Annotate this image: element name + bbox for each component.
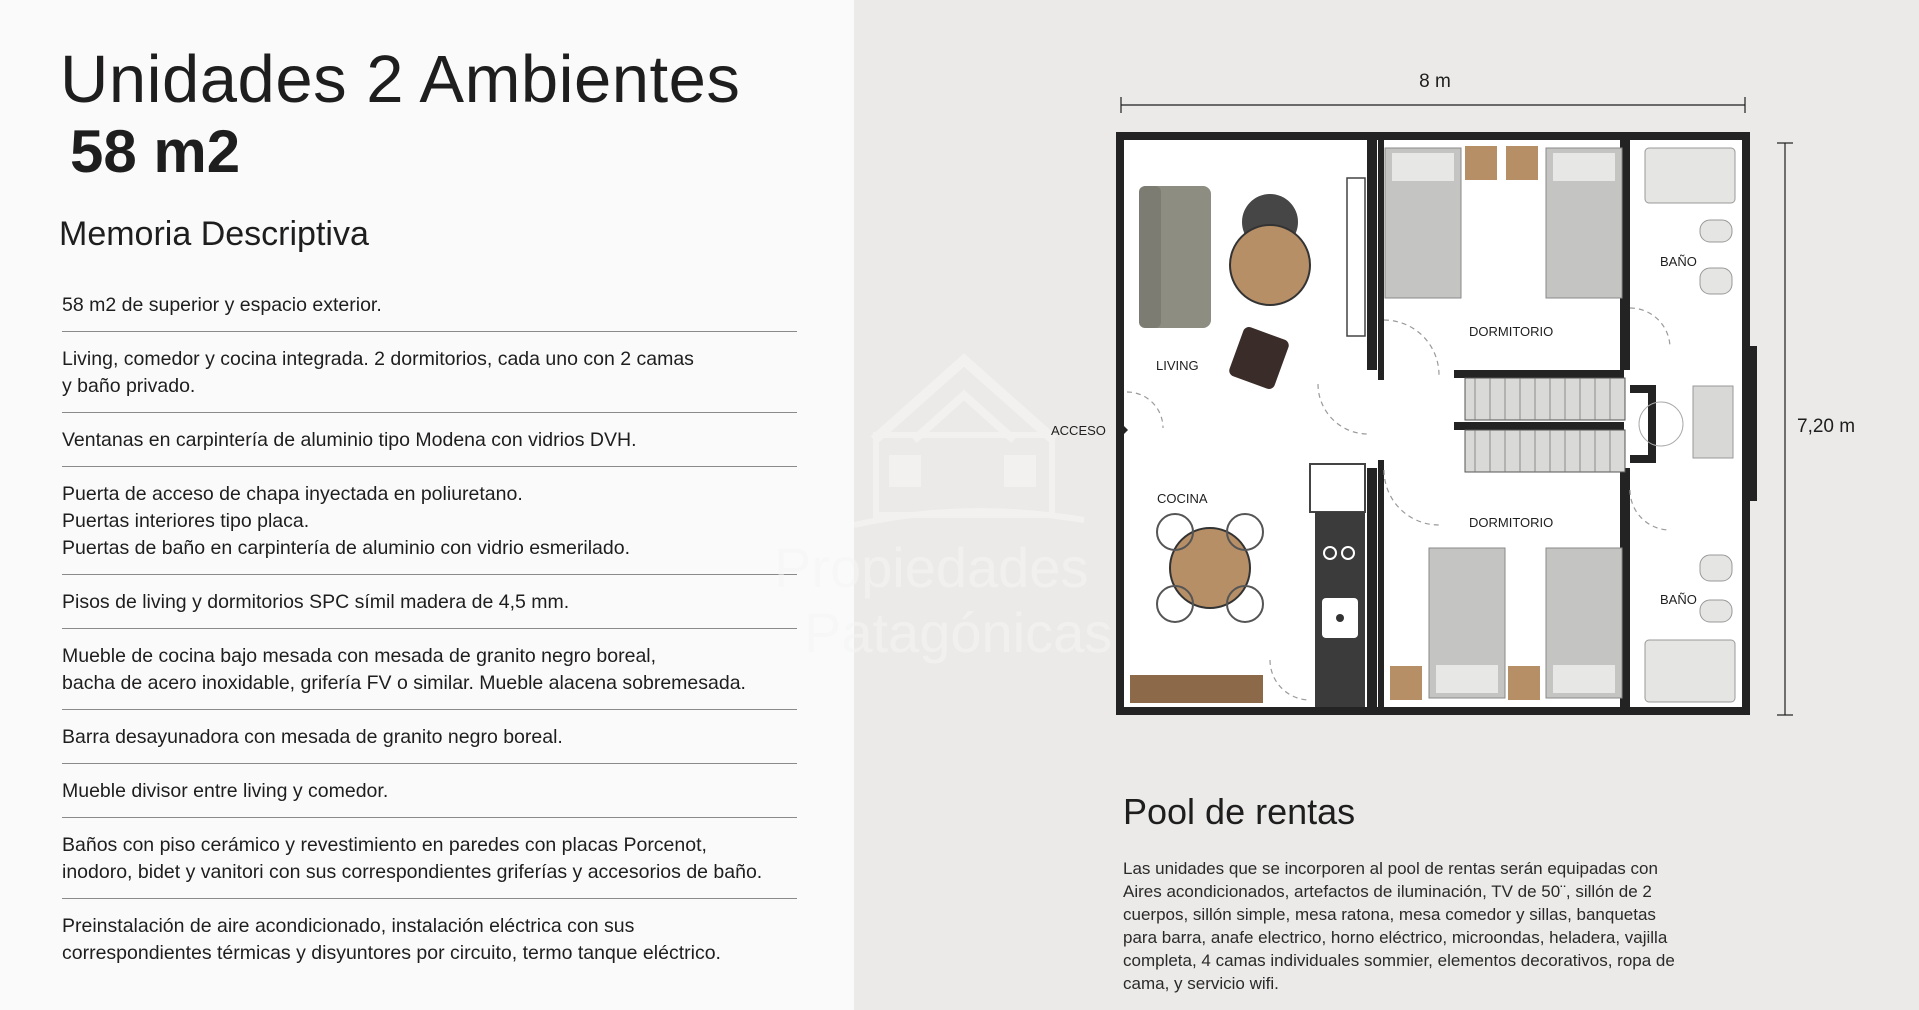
feature-line: bacha de acero inoxidable, grifería FV o similar. Mueble alacena sobremesada.: [62, 672, 746, 694]
feature-item: [62, 481, 797, 575]
feature-line: Baños con piso cerámico y revestimiento en paredes con placas Porcenot,: [62, 834, 707, 856]
feature-line: Puerta de acceso de chapa inyectada en poliuretano.: [62, 483, 523, 505]
pool-text-line: Las unidades que se incorporen al pool de rentas serán equipadas con: [1123, 859, 1658, 878]
feature-line: Living, comedor y cocina integrada. 2 dormitorios, cada uno con 2 camas: [62, 348, 694, 370]
divider-furniture: [1130, 675, 1263, 703]
feature-line: Barra desayunadora con mesada de granito negro boreal.: [62, 726, 563, 748]
feature-list: [62, 292, 797, 993]
section-subtitle: Memoria Descriptiva: [59, 215, 369, 253]
feature-item: [62, 292, 797, 332]
feature-item: [62, 913, 797, 979]
width-dimension-label: 8 m: [1419, 71, 1451, 92]
pool-text-line: cama, y servicio wifi.: [1123, 974, 1279, 993]
feature-item: [62, 778, 797, 818]
pool-text-line: completa, 4 camas individuales sommier, elementos decorativos, ropa de: [1123, 951, 1675, 970]
feature-item: [62, 427, 797, 467]
feature-item: [62, 346, 797, 413]
coffee-table: [1230, 225, 1310, 305]
feature-line: 58 m2 de superior y espacio exterior.: [62, 294, 382, 316]
feature-item: [62, 643, 797, 710]
description-panel: [0, 0, 854, 1010]
watermark-line-2: Patagónicas: [804, 601, 1113, 664]
feature-line: Mueble de cocina bajo mesada con mesada de granito negro boreal,: [62, 645, 657, 667]
dining-table: [1170, 528, 1250, 608]
pool-text-line: Aires acondicionados, artefactos de iluminación, TV de 50¨, sillón de 2: [1123, 882, 1652, 901]
room-label-dormitorio-1: DORMITORIO: [1469, 324, 1554, 339]
feature-line: correspondientes térmicas y disyuntores por circuito, termo tanque eléctrico.: [62, 942, 721, 964]
feature-line: Pisos de living y dormitorios SPC símil madera de 4,5 mm.: [62, 591, 570, 613]
feature-line: y baño privado.: [62, 375, 196, 397]
pool-description: [1123, 857, 1733, 995]
pool-title: Pool de rentas: [1123, 791, 1356, 832]
feature-item: [62, 832, 797, 899]
pool-text-line: para barra, anafe electrico, horno eléctrico, microondas, heladera, vajilla: [1123, 928, 1668, 947]
room-label-living: LIVING: [1156, 358, 1199, 373]
room-label-acceso: ACCESO: [1051, 423, 1106, 438]
feature-line: Puertas interiores tipo placa.: [62, 510, 310, 532]
pool-text-line: cuerpos, sillón simple, mesa ratona, mesa comedor y sillas, banquetas: [1123, 905, 1656, 924]
feature-line: Mueble divisor entre living y comedor.: [62, 780, 389, 802]
feature-line: inodoro, bidet y vanitori con sus correspondientes griferías y accesorios de baño.: [62, 861, 763, 883]
feature-item: [62, 589, 797, 629]
height-dimension-label: 7,20 m: [1797, 416, 1856, 437]
feature-line: Puertas de baño en carpintería de aluminio con vidrio esmerilado.: [62, 537, 630, 559]
room-label-bano-1: BAÑO: [1660, 254, 1697, 269]
feature-item: [62, 724, 797, 764]
room-label-cocina: COCINA: [1157, 491, 1208, 506]
floor-plan: [1040, 60, 1900, 740]
page-title: Unidades 2 Ambientes: [60, 42, 741, 117]
room-label-bano-2: BAÑO: [1660, 592, 1697, 607]
feature-line: Preinstalación de aire acondicionado, instalación eléctrica con sus: [62, 915, 635, 937]
watermark-line-1: Propiedades: [774, 536, 1089, 599]
room-label-dormitorio-2: DORMITORIO: [1469, 515, 1554, 530]
feature-line: Ventanas en carpintería de aluminio tipo Modena con vidrios DVH.: [62, 429, 637, 451]
unit-area: 58 m2: [70, 118, 241, 185]
